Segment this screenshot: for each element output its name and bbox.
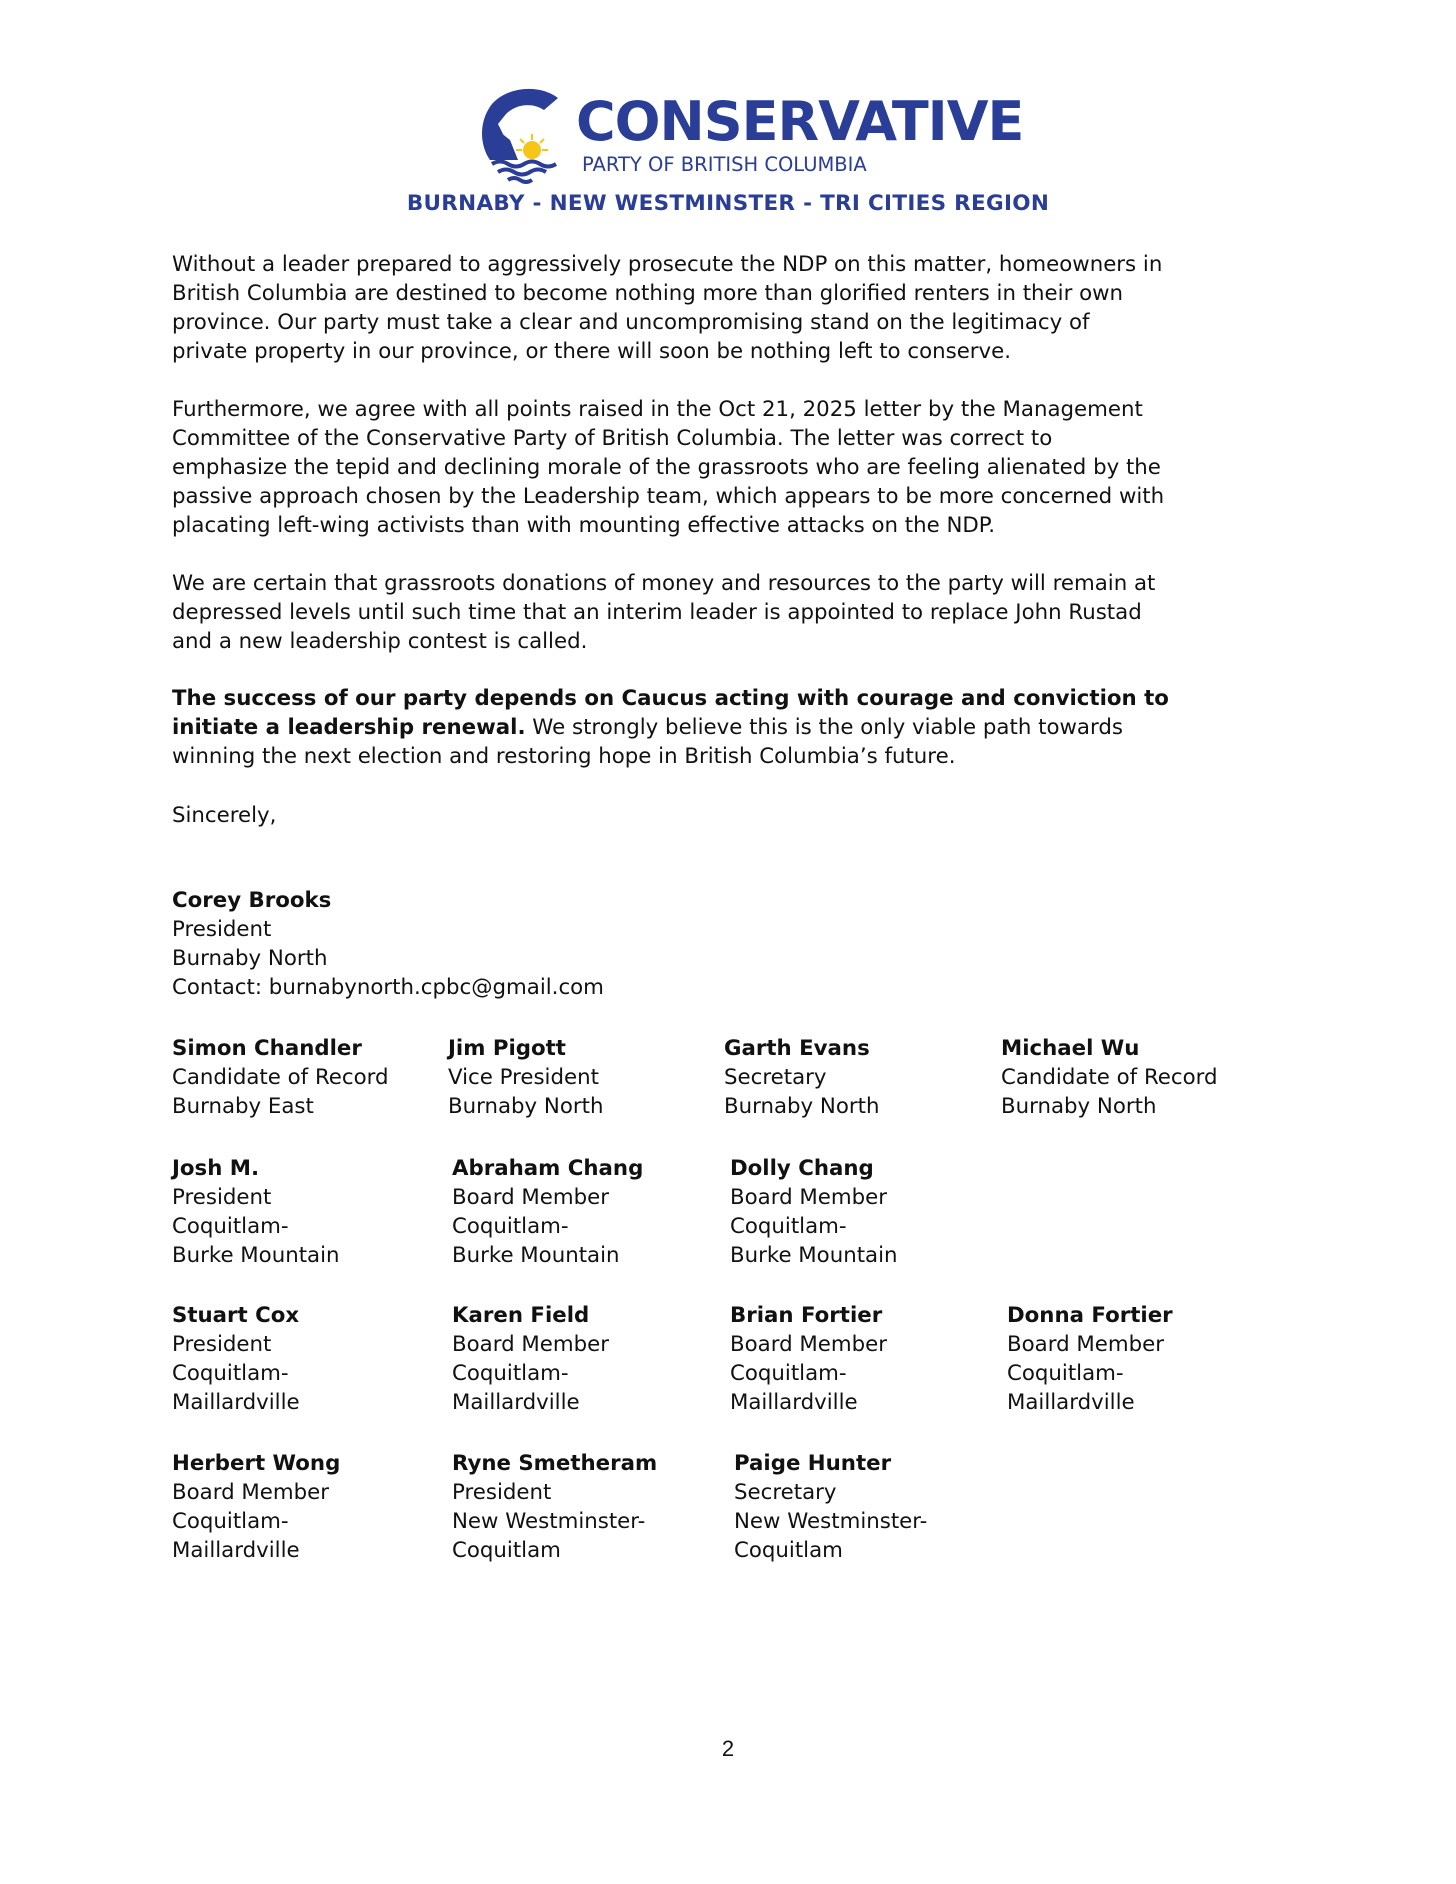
signer-detail: Burke Mountain [452, 1243, 620, 1268]
paragraph-1 [172, 250, 1322, 366]
signer-name: Josh M. [172, 1156, 260, 1181]
signer-detail: President [172, 1332, 272, 1357]
text-line: The success of our party depends on Caucus acting with courage and conviction to [172, 686, 1169, 711]
signer-detail: Maillardville [1007, 1390, 1135, 1415]
signer-block [172, 1154, 340, 1270]
signer-detail: Board Member [1007, 1332, 1164, 1357]
text-line: Furthermore, we agree with all points raised in the Oct 21, 2025 letter by the Management [172, 397, 1143, 422]
paragraph-2 [172, 395, 1322, 540]
signer-name: Dolly Chang [730, 1156, 874, 1181]
signer-name: Michael Wu [1001, 1036, 1140, 1061]
signer-detail: Candidate of Record [1001, 1065, 1218, 1090]
signer-block [734, 1449, 927, 1565]
signer-detail: Maillardville [172, 1538, 300, 1563]
signer-detail: President [452, 1480, 552, 1505]
signer-name: Paige Hunter [734, 1451, 892, 1476]
signer-name: Garth Evans [724, 1036, 870, 1061]
signer-name: Simon Chandler [172, 1036, 362, 1061]
text-line: Without a leader prepared to aggressively prosecute the NDP on this matter, homeowners in [172, 252, 1163, 277]
signer-detail: New Westminster- [734, 1509, 928, 1534]
signer-detail: Maillardville [452, 1390, 580, 1415]
signer-block [172, 1449, 340, 1565]
signer-name: Corey Brooks [172, 888, 332, 913]
signer-detail: Maillardville [172, 1390, 300, 1415]
signer-block [730, 1154, 898, 1270]
signer-detail: Burke Mountain [172, 1243, 340, 1268]
signer-detail: Board Member [452, 1332, 609, 1357]
bold-text: initiate a leadership renewal. [172, 715, 526, 740]
signer-detail: Burnaby North [724, 1094, 880, 1119]
signer-detail: Burnaby East [172, 1094, 314, 1119]
lead-signer [172, 886, 604, 1002]
signer-detail: Burnaby North [1001, 1094, 1157, 1119]
text-line: emphasize the tepid and declining morale of the grassroots who are feeling alienated by the [172, 455, 1161, 480]
text-line: passive approach chosen by the Leadership team, which appears to be more concerned with [172, 484, 1165, 509]
logo-subtitle: PARTY OF BRITISH COLUMBIA [582, 153, 867, 176]
signer-detail: Burnaby North [448, 1094, 604, 1119]
signer-detail: Coquitlam- [172, 1361, 289, 1386]
signer-role: President [172, 917, 272, 942]
signer-block [730, 1301, 887, 1417]
closing: Sincerely, [172, 803, 277, 828]
text-line: province. Our party must take a clear and uncompromising stand on the legitimacy of [172, 310, 1090, 335]
text-line: Committee of the Conservative Party of British Columbia. The letter was correct to [172, 426, 1053, 451]
signer-riding: Burnaby North [172, 946, 328, 971]
signer-block [724, 1034, 880, 1121]
signer-block [172, 1301, 300, 1417]
signer-detail: Board Member [452, 1185, 609, 1210]
signer-detail: Coquitlam- [452, 1214, 569, 1239]
signer-detail: Maillardville [730, 1390, 858, 1415]
signer-name: Brian Fortier [730, 1303, 883, 1328]
signer-detail: Coquitlam- [452, 1361, 569, 1386]
text-line: We are certain that grassroots donations of money and resources to the party will remain at [172, 571, 1156, 596]
signer-block [1001, 1034, 1218, 1121]
signer-detail: Burke Mountain [730, 1243, 898, 1268]
signer-detail: Coquitlam- [172, 1509, 289, 1534]
signer-name: Ryne Smetheram [452, 1451, 658, 1476]
region-heading: BURNABY - NEW WESTMINSTER - TRI CITIES REGION [406, 191, 1050, 216]
text-line: depressed levels until such time that an interim leader is appointed to replace John Rustad [172, 600, 1142, 625]
signer-detail: Secretary [724, 1065, 827, 1090]
signer-name: Karen Field [452, 1303, 590, 1328]
signer-name: Stuart Cox [172, 1303, 300, 1328]
signer-detail: Coquitlam- [730, 1361, 847, 1386]
signer-name: Herbert Wong [172, 1451, 341, 1476]
signer-block [452, 1154, 643, 1270]
signer-detail: Vice President [448, 1065, 599, 1090]
text-line: and a new leadership contest is called. [172, 629, 588, 654]
signer-detail: Board Member [730, 1332, 887, 1357]
signer-detail: New Westminster- [452, 1509, 646, 1534]
signer-block [1007, 1301, 1173, 1417]
signer-detail: President [172, 1185, 272, 1210]
logo-wordmark: CONSERVATIVE [576, 90, 1024, 153]
text: We strongly believe this is the only viable path towards [525, 715, 1123, 740]
signer-block [452, 1301, 609, 1417]
signer-detail: Coquitlam- [1007, 1361, 1124, 1386]
page-number: 2 [721, 1736, 735, 1761]
text-line: private property in our province, or there will soon be nothing left to conserve. [172, 339, 1012, 364]
text-line: placating left-wing activists than with mounting effective attacks on the NDP. [172, 513, 996, 538]
signer-detail: Board Member [730, 1185, 887, 1210]
signer-detail: Coquitlam- [730, 1214, 847, 1239]
text-line: British Columbia are destined to become nothing more than glorified renters in their own [172, 281, 1124, 306]
signer-contact: Contact: burnabynorth.cpbc@gmail.com [172, 975, 604, 1000]
signer-name: Jim Pigott [448, 1036, 566, 1061]
paragraph-3 [172, 569, 1322, 656]
signer-detail: Coquitlam [452, 1538, 561, 1563]
signer-block [448, 1034, 604, 1121]
signer-name: Abraham Chang [452, 1156, 644, 1181]
signer-detail: Secretary [734, 1480, 837, 1505]
signer-name: Donna Fortier [1007, 1303, 1173, 1328]
signer-block [172, 1034, 389, 1121]
party-logo-icon [478, 84, 568, 184]
signer-detail: Candidate of Record [172, 1065, 389, 1090]
signer-detail: Coquitlam- [172, 1214, 289, 1239]
paragraph-4 [172, 684, 1322, 771]
signer-detail: Coquitlam [734, 1538, 843, 1563]
signer-block [452, 1449, 657, 1565]
text-line: winning the next election and restoring hope in British Columbia’s future. [172, 744, 956, 769]
signer-detail: Board Member [172, 1480, 329, 1505]
